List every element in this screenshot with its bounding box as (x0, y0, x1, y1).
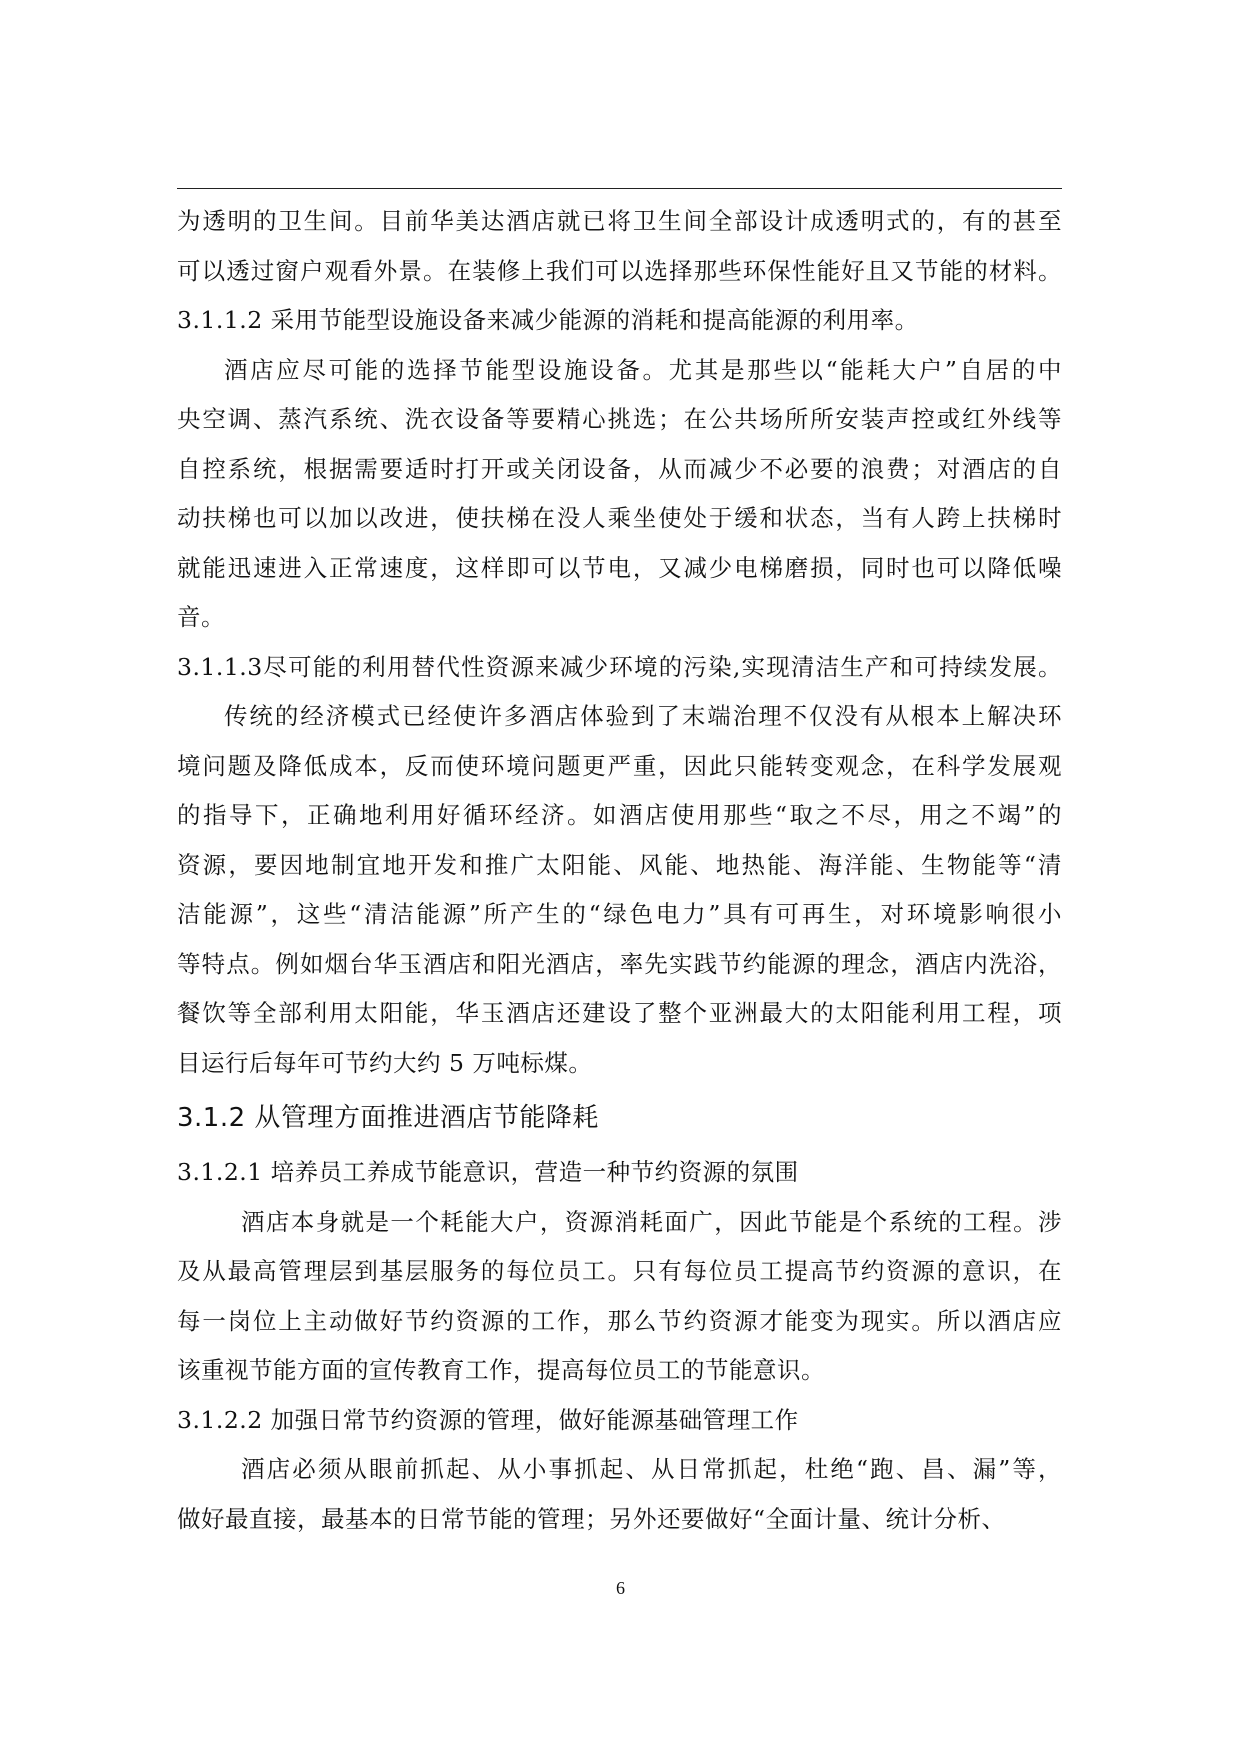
text-line: 该重视节能方面的宣传教育工作，提高每位员工的节能意识。 (177, 1356, 825, 1384)
header-rule (177, 188, 1062, 189)
text-line: 洁能源”，这些“清洁能源”所产生的“绿色电力”具有可再生，对环境影响很小 (177, 900, 1062, 928)
text-line: 自控系统，根据需要适时打开或关闭设备，从而减少不必要的浪费；对酒店的自 (177, 454, 1062, 483)
body-text (177, 197, 1062, 1544)
text-line: 等特点。例如烟台华玉酒店和阳光酒店，率先实践节约能源的理念，酒店内洗浴， (177, 949, 1062, 978)
subsection-heading-3-1-1-2: 3.1.1.2 采用节能型设施设备来减少能源的消耗和提高能源的利用率。 (177, 306, 919, 334)
subsection-heading-3-1-2-2: 3.1.2.2 加强日常节约资源的管理，做好能源基础管理工作 (177, 1405, 799, 1434)
text-line: 的指导下，正确地利用好循环经济。如酒店使用那些“取之不尽，用之不竭”的 (177, 801, 1062, 829)
subsection-heading-3-1-2-1: 3.1.2.1 培养员工养成节能意识，营造一种节约资源的氛围 (177, 1158, 799, 1186)
text-line: 传统的经济模式已经使许多酒店体验到了末端治理不仅没有从根本上解决环 (224, 702, 1062, 730)
text-line: 每一岗位上主动做好节约资源的工作，那么节约资源才能变为现实。所以酒店应 (177, 1306, 1062, 1335)
section-heading-3-1-2: 3.1.2 从管理方面推进酒店节能降耗 (177, 1103, 599, 1133)
text-line: 资源，要因地制宜地开发和推广太阳能、风能、地热能、海洋能、生物能等“清 (177, 850, 1062, 879)
text-line: 央空调、蒸汽系统、洗衣设备等要精心挑选；在公共场所所安装声控或红外线等 (177, 405, 1062, 433)
text-line: 餐饮等全部利用太阳能，华玉酒店还建设了整个亚洲最大的太阳能利用工程，项 (177, 999, 1062, 1027)
text-line: 酒店必须从眼前抓起、从小事抓起、从日常抓起，杜绝“跑、昌、漏”等， (241, 1455, 1062, 1483)
text-line: 境问题及降低成本，反而使环境问题更严重，因此只能转变观念，在科学发展观 (177, 751, 1062, 780)
text-line: 酒店本身就是一个耗能大户，资源消耗面广，因此节能是个系统的工程。涉 (241, 1207, 1062, 1236)
subsection-heading-3-1-1-3: 3.1.1.3尽可能的利用替代性资源来减少环境的污染,实现清洁生产和可持续发展。 (177, 652, 1062, 681)
text-line: 就能迅速进入正常速度，这样即可以节电，又减少电梯磨损，同时也可以降低噪 (177, 553, 1062, 582)
text-line: 可以透过窗户观看外景。在装修上我们可以选择那些环保性能好且又节能的材料。 (177, 256, 1062, 285)
text-line: 音。 (177, 603, 225, 631)
page-number: 6 (616, 1578, 625, 1598)
text-line: 为透明的卫生间。目前华美达酒店就已将卫生间全部设计成透明式的，有的甚至 (177, 207, 1062, 235)
text-line: 酒店应尽可能的选择节能型设施设备。尤其是那些以“能耗大户”自居的中 (224, 355, 1062, 384)
text-line: 动扶梯也可以加以改进，使扶梯在没人乘坐使处于缓和状态，当有人跨上扶梯时 (177, 504, 1062, 532)
text-line: 做好最直接，最基本的日常节能的管理；另外还要做好“全面计量、统计分析、 (177, 1504, 1006, 1533)
text-line: 及从最高管理层到基层服务的每位员工。只有每位员工提高节约资源的意识，在 (177, 1257, 1062, 1285)
text-line: 目运行后每年可节约大约 5 万吨标煤。 (177, 1048, 593, 1077)
